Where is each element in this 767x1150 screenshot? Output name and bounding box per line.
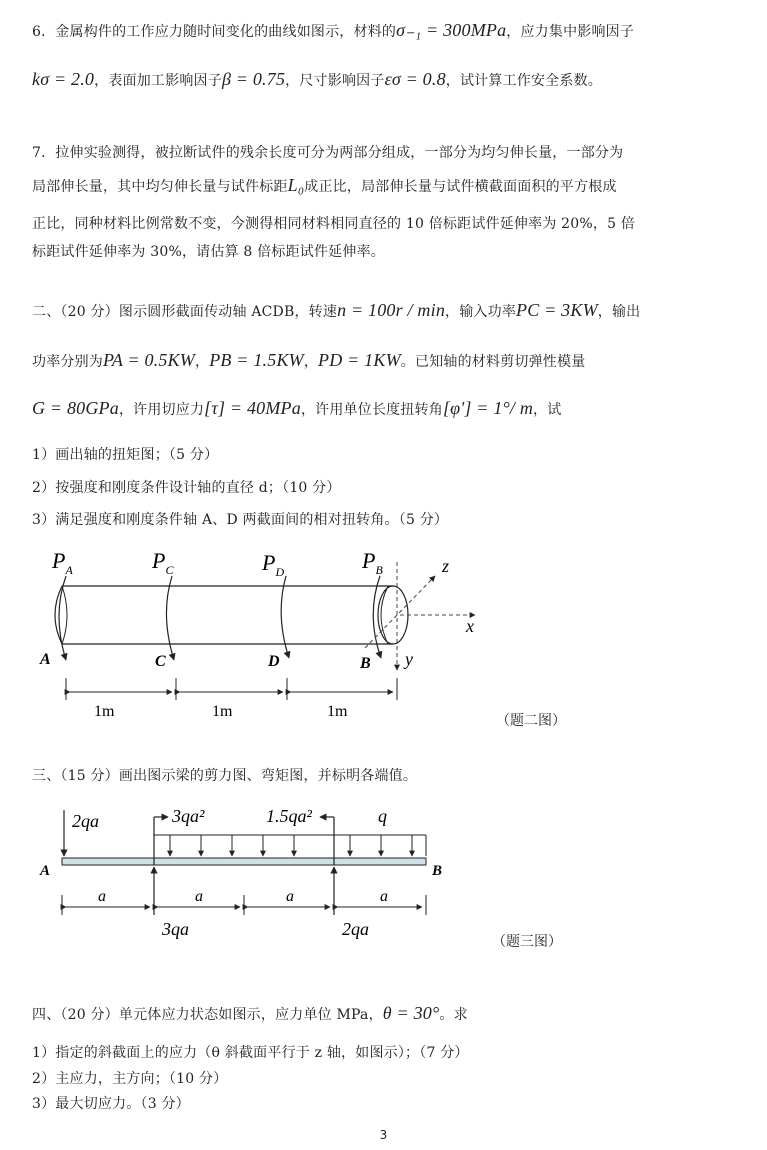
fig3-caption: （题三图） (492, 934, 562, 950)
gauge-length-symbol: L₀ (287, 175, 305, 195)
dim-label-1: 1m (94, 703, 115, 720)
p2-subq-2: 2）按强度和刚度条件设计轴的直径 d；（10 分） (32, 480, 341, 496)
input-power-expression: PC = 3KW (516, 300, 598, 320)
shaft-figure (0, 540, 767, 740)
p2-text: ，许用切应力 (118, 402, 205, 418)
p2-text: ，输出 (597, 304, 641, 320)
q7-line-3: 正比，同种材料比例常数不变，今测得相同材料相同直径的 10 倍标距试件延伸率为 20%，5 倍 (32, 216, 636, 232)
separator: ， (303, 354, 319, 370)
p4-text: 。求 (439, 1007, 468, 1023)
torque-arrow-d (281, 576, 289, 658)
k-expression: kσ = 2.0 (32, 69, 95, 89)
p2-line-3 (32, 398, 561, 419)
label-z: z (442, 556, 450, 576)
dim-label-a4: a (380, 888, 388, 905)
q7-line-2 (32, 175, 617, 196)
p2-text: ，许用单位长度扭转角 (300, 402, 443, 418)
p4-subq-2: 2）主应力，主方向；（10 分） (32, 1071, 228, 1087)
torque-arrow-b (373, 576, 381, 658)
label-a: A (40, 651, 51, 668)
dim-label-a2: a (195, 888, 203, 905)
p2-text: ，输入功率 (445, 304, 517, 320)
beam (62, 858, 426, 865)
theta-expression: θ = 30° (382, 1003, 440, 1023)
q7-text: 成正比，局部伸长量与试件横截面面积的平方根成 (304, 179, 617, 195)
label-y: y (405, 649, 413, 669)
q7-text: 局部伸长量，其中均匀伸长量与试件标距 (32, 179, 288, 195)
p4-text: 四、（20 分）单元体应力状态如图示，应力单位 MPa， (32, 1007, 383, 1023)
p2-subq-1: 1）画出轴的扭矩图；（5 分） (32, 447, 219, 463)
speed-expression: n = 100r / min (337, 300, 446, 320)
shaft-body (62, 586, 393, 644)
p2-subq-3: 3）满足强度和刚度条件轴 A、D 两截面间的相对扭转角。（5 分） (32, 512, 449, 528)
tau-expression: [τ] = 40MPa (204, 398, 301, 418)
p3-line-1: 三、（15 分）画出图示梁的剪力图、弯矩图，并标明各端值。 (32, 768, 418, 784)
label-pd: $P_D$ (262, 550, 285, 579)
label-pb: $P_B$ (362, 548, 383, 577)
p2-line-1 (32, 300, 640, 321)
label-pc: $P_C$ (152, 548, 174, 577)
q6-text: ，试计算工作安全系数。 (445, 73, 602, 89)
q6-text: 6．金属构件的工作应力随时间变化的曲线如图示，材料的 (32, 24, 397, 40)
phi-expression: [φ'] = 1°/ m (442, 398, 534, 418)
label-c: C (155, 653, 166, 670)
z-axis (365, 576, 435, 648)
p2-text: ，试 (533, 402, 562, 418)
torque-arrow-a (59, 576, 66, 660)
pa-expression: PA = 0.5KW (103, 350, 195, 370)
q6-line-2 (32, 69, 602, 90)
q6-text: ，应力集中影响因子 (506, 24, 635, 40)
q6-text: ，尺寸影响因子 (285, 73, 385, 89)
pd-expression: PD = 1KW (318, 350, 401, 370)
dim-label-2: 1m (212, 703, 233, 720)
q6-line-1 (32, 20, 634, 41)
label-a: A (40, 863, 51, 879)
epsilon-expression: εσ = 0.8 (384, 69, 446, 89)
distributed-load-q (170, 835, 426, 856)
q7-line-1: 7．拉伸实验测得，被拉断试件的残余长度可分为两部分组成，一部分为均匀伸长量，一部分为 (32, 145, 624, 161)
label-2qa: 2qa (72, 811, 99, 831)
label-pa: $P_A$ (52, 548, 73, 577)
p4-line-1 (32, 1003, 468, 1024)
torque-arrow-c (166, 576, 174, 660)
label-d: D (268, 653, 280, 670)
dim-label-a1: a (98, 888, 106, 905)
label-q: q (378, 806, 387, 826)
beam-figure (0, 795, 767, 945)
label-b: B (360, 655, 371, 672)
sigma-expression: σ₋₁ = 300MPa (396, 20, 507, 40)
q6-text: ，表面加工影响因子 (94, 73, 222, 89)
label-1-5qa2: 1.5qa² (266, 806, 312, 826)
label-b: B (432, 863, 443, 879)
p2-text: 二、（20 分）图示圆形截面传动轴 ACDB，转速 (32, 304, 338, 320)
label-x: x (466, 616, 474, 636)
fig2-caption: （题二图） (496, 713, 566, 729)
label-3qa2: 3qa² (172, 806, 205, 826)
page-number: 3 (379, 1128, 388, 1142)
beta-expression: β = 0.75 (221, 69, 286, 89)
q7-line-4: 标距试件延伸率为 30%，请估算 8 倍标距试件延伸率。 (32, 244, 385, 260)
label-3qa-reaction: 3qa (162, 919, 189, 939)
p4-subq-1: 1）指定的斜截面上的应力（θ 斜截面平行于 z 轴，如图示）；（7 分） (32, 1045, 469, 1061)
label-2qa-reaction: 2qa (342, 919, 369, 939)
p2-line-2 (32, 350, 585, 371)
dim-label-a3: a (286, 888, 294, 905)
pb-expression: PB = 1.5KW (209, 350, 304, 370)
g-expression: G = 80GPa (32, 398, 119, 418)
p4-subq-3: 3）最大切应力。（3 分） (32, 1096, 190, 1112)
dim-label-3: 1m (327, 703, 348, 720)
p2-text: 。已知轴的材料剪切弹性模量 (400, 354, 586, 370)
separator: ， (195, 354, 210, 370)
p2-text: 功率分别为 (32, 354, 103, 370)
